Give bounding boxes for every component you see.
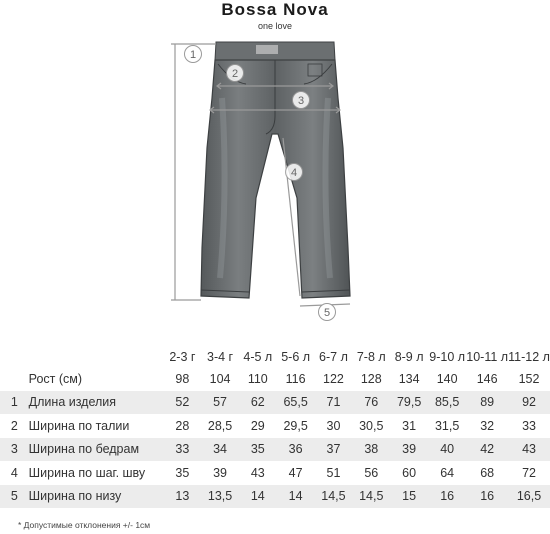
table-cell: 32	[480, 418, 495, 433]
table-cell: 13	[164, 485, 202, 509]
table-cell: 57	[201, 391, 239, 415]
table-cell: 68	[480, 465, 495, 480]
svg-text:3: 3	[297, 95, 305, 107]
size-table	[0, 346, 550, 508]
table-cell: 35	[175, 465, 190, 480]
table-cell: 52	[164, 391, 202, 415]
table-cell: 35	[239, 438, 277, 462]
row-number: 4	[10, 465, 18, 480]
table-cell: 13,5	[201, 485, 239, 509]
marker-1-icon	[185, 46, 202, 63]
footnote: * Допустимые отклонения +/- 1см	[18, 520, 151, 530]
table-cell: 134	[398, 371, 420, 386]
row-number: 5	[0, 485, 29, 509]
table-cell: 104	[209, 371, 231, 386]
table-cell: 33	[522, 418, 536, 433]
table-cell: 29,5	[283, 418, 308, 433]
table-cell: 152	[518, 371, 540, 386]
size-header-cell: 11-12 л	[508, 349, 550, 364]
table-cell: 30,5	[359, 418, 384, 433]
row-label: Ширина по низу	[29, 485, 164, 509]
table-cell: 14,5	[352, 485, 390, 509]
svg-text:2: 2	[231, 68, 239, 80]
svg-text:4: 4	[290, 167, 298, 179]
table-cell: 64	[440, 465, 455, 480]
table-cell: 16	[428, 485, 466, 509]
table-cell: 29	[250, 418, 265, 433]
jeans-measurement-figure	[150, 38, 400, 323]
row-label: Ширина по талии	[28, 418, 130, 433]
table-cell: 85,5	[428, 391, 466, 415]
table-cell: 31	[402, 418, 417, 433]
size-header-cell: 3-4 г	[207, 349, 234, 364]
brand-tagline: one love	[257, 21, 293, 31]
table-cell: 65,5	[277, 391, 315, 415]
table-cell: 140	[436, 371, 458, 386]
table-cell: 16,5	[508, 485, 550, 509]
table-cell: 71	[315, 391, 353, 415]
row-label: Ширина по шаг. шву	[28, 465, 146, 480]
table-cell: 14	[277, 485, 315, 509]
row-label: Рост (см)	[28, 371, 83, 386]
table-cell: 60	[402, 465, 417, 480]
table-cell: 16	[466, 485, 508, 509]
header-spacer	[0, 346, 29, 367]
height-row	[0, 367, 550, 391]
table-cell: 40	[428, 438, 466, 462]
table-cell: 42	[466, 438, 508, 462]
table-cell: 56	[364, 465, 379, 480]
size-header-cell: 4-5 л	[243, 349, 273, 364]
jeans-label-tag	[256, 45, 278, 54]
marker-5-icon	[319, 304, 336, 321]
size-header-cell: 5-6 л	[281, 349, 311, 364]
table-cell: 15	[390, 485, 428, 509]
brand-name: Bossa Nova	[221, 0, 329, 19]
table-cell: 38	[352, 438, 390, 462]
row-number	[0, 367, 29, 391]
table-cell: 76	[352, 391, 390, 415]
size-header-cell: 8-9 л	[394, 349, 424, 364]
measurement-row	[0, 414, 550, 438]
table-cell: 116	[285, 371, 306, 386]
svg-text:1: 1	[189, 49, 197, 61]
header-spacer	[29, 346, 164, 367]
jeans-illustration	[201, 42, 350, 298]
table-cell: 43	[250, 465, 265, 480]
measurement-row	[0, 438, 550, 462]
table-cell: 98	[175, 371, 190, 386]
size-header-cell: 7-8 л	[356, 349, 386, 364]
table-cell: 92	[508, 391, 550, 415]
table-cell: 89	[466, 391, 508, 415]
table-cell: 62	[239, 391, 277, 415]
size-header-cell: 9-10 л	[429, 349, 466, 364]
table-cell: 31,5	[434, 418, 460, 433]
table-cell: 28,5	[207, 418, 233, 433]
size-header-cell: 6-7 л	[319, 349, 348, 364]
marker-2-icon	[227, 65, 244, 82]
table-cell: 146	[476, 371, 498, 386]
table-cell: 30	[326, 418, 341, 433]
marker-4-icon	[286, 164, 303, 181]
table-cell: 47	[288, 465, 303, 480]
table-cell: 43	[508, 438, 550, 462]
table-cell: 36	[277, 438, 315, 462]
table-cell: 122	[323, 371, 344, 386]
table-cell: 33	[164, 438, 202, 462]
table-cell: 14,5	[315, 485, 353, 509]
size-header-cell: 10-11 л	[466, 349, 509, 364]
marker-3-icon	[293, 92, 310, 109]
table-cell: 72	[522, 465, 536, 480]
measurement-row	[0, 485, 550, 509]
svg-text:5: 5	[323, 307, 331, 319]
table-cell: 128	[360, 371, 382, 386]
table-cell: 39	[213, 465, 227, 480]
row-number: 1	[0, 391, 29, 415]
table-cell: 51	[326, 465, 341, 480]
row-number: 3	[0, 438, 29, 462]
row-label: Ширина по бедрам	[29, 438, 164, 462]
table-cell: 110	[247, 371, 268, 386]
row-number: 2	[10, 418, 18, 433]
table-cell: 37	[315, 438, 353, 462]
table-cell: 79,5	[390, 391, 428, 415]
measurement-row	[0, 391, 550, 415]
table-cell: 14	[239, 485, 277, 509]
size-header-row	[0, 346, 550, 367]
size-header-cell: 2-3 г	[169, 349, 196, 364]
table-cell: 39	[390, 438, 428, 462]
table-cell: 34	[201, 438, 239, 462]
measurement-row	[0, 461, 550, 485]
row-label: Длина изделия	[29, 391, 164, 415]
table-cell: 28	[175, 418, 190, 433]
